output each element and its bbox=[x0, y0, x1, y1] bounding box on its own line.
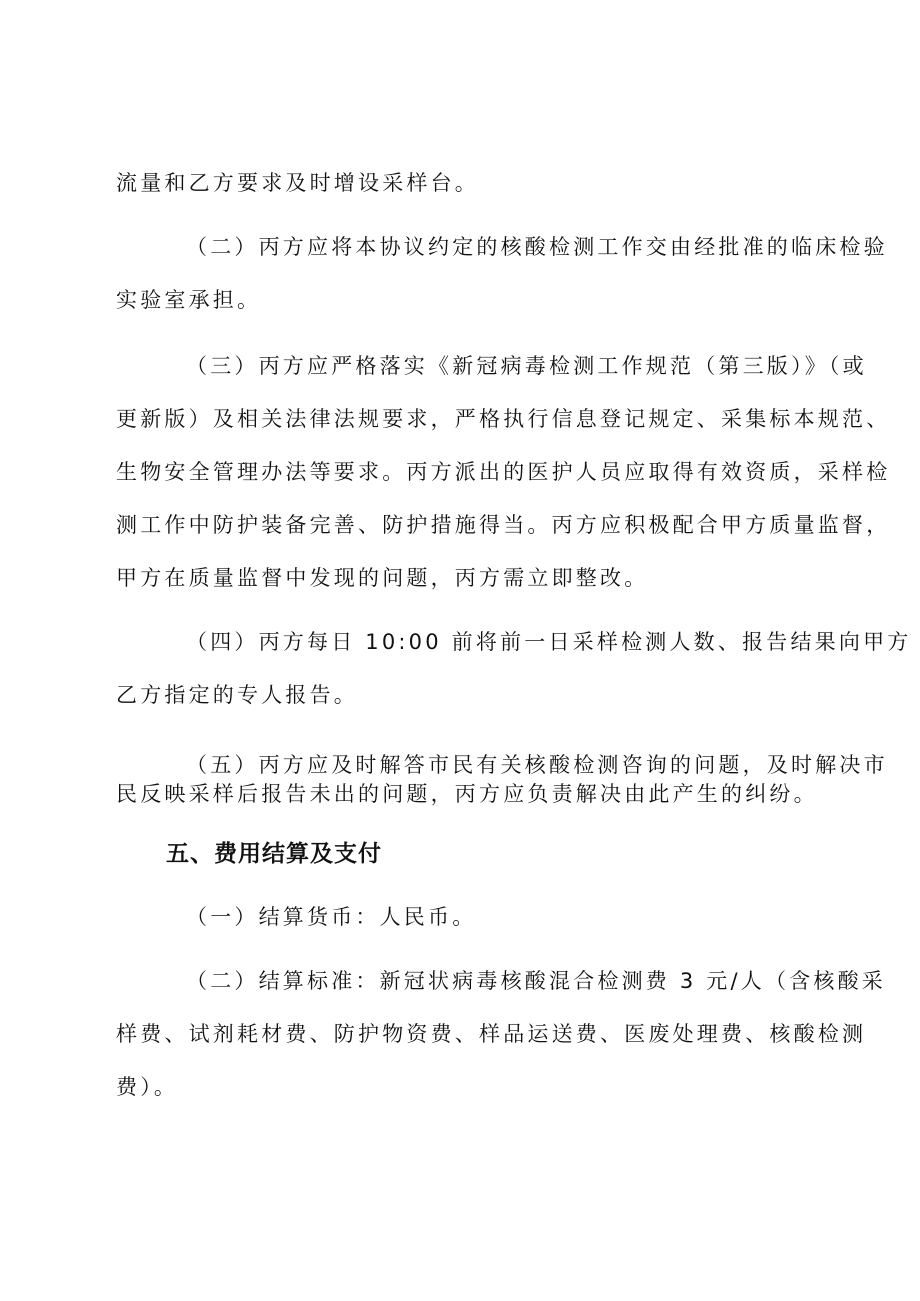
paragraph-line: 费）。 bbox=[116, 1075, 179, 1099]
paragraph-line: 样费、试剂耗材费、防护物资费、样品运送费、医废处理费、核酸检测 bbox=[116, 1022, 867, 1046]
paragraph-line: 流量和乙方要求及时增设采样台。 bbox=[116, 171, 479, 195]
paragraph-line: 更新版）及相关法律法规要求，严格执行信息登记规定、采集标本规范、 bbox=[116, 407, 891, 431]
paragraph-line: 测工作中防护装备完善、防护措施得当。丙方应积极配合甲方质量监督， bbox=[116, 513, 891, 537]
paragraph-line: 生物安全管理办法等要求。丙方派出的医护人员应取得有效资质，采样检 bbox=[116, 460, 891, 484]
paragraph-line: （四）丙方每日 10:00 前将前一日采样检测人数、报告结果向甲方 bbox=[186, 630, 912, 654]
paragraph-line: （一）结算货币：人民币。 bbox=[186, 905, 477, 929]
paragraph-line: （二）丙方应将本协议约定的核酸检测工作交由经批准的临床检验 bbox=[186, 235, 888, 259]
paragraph-line: 乙方指定的专人报告。 bbox=[116, 683, 358, 707]
paragraph-line: （三）丙方应严格落实《新冠病毒检测工作规范（第三版）》（或 bbox=[186, 354, 867, 378]
paragraph-line: （二）结算标准：新冠状病毒核酸混合检测费 3 元/人（含核酸采 bbox=[186, 969, 886, 993]
paragraph-line: 实验室承担。 bbox=[116, 288, 262, 312]
paragraph-line: 甲方在质量监督中发现的问题，丙方需立即整改。 bbox=[116, 566, 649, 590]
section-heading: 五、费用结算及支付 bbox=[166, 841, 382, 867]
paragraph-line: （五）丙方应及时解答市民有关核酸检测咨询的问题，及时解决市 bbox=[186, 753, 888, 777]
paragraph-line: 民反映采样后报告未出的问题，丙方应负责解决由此产生的纠纷。 bbox=[116, 782, 818, 806]
